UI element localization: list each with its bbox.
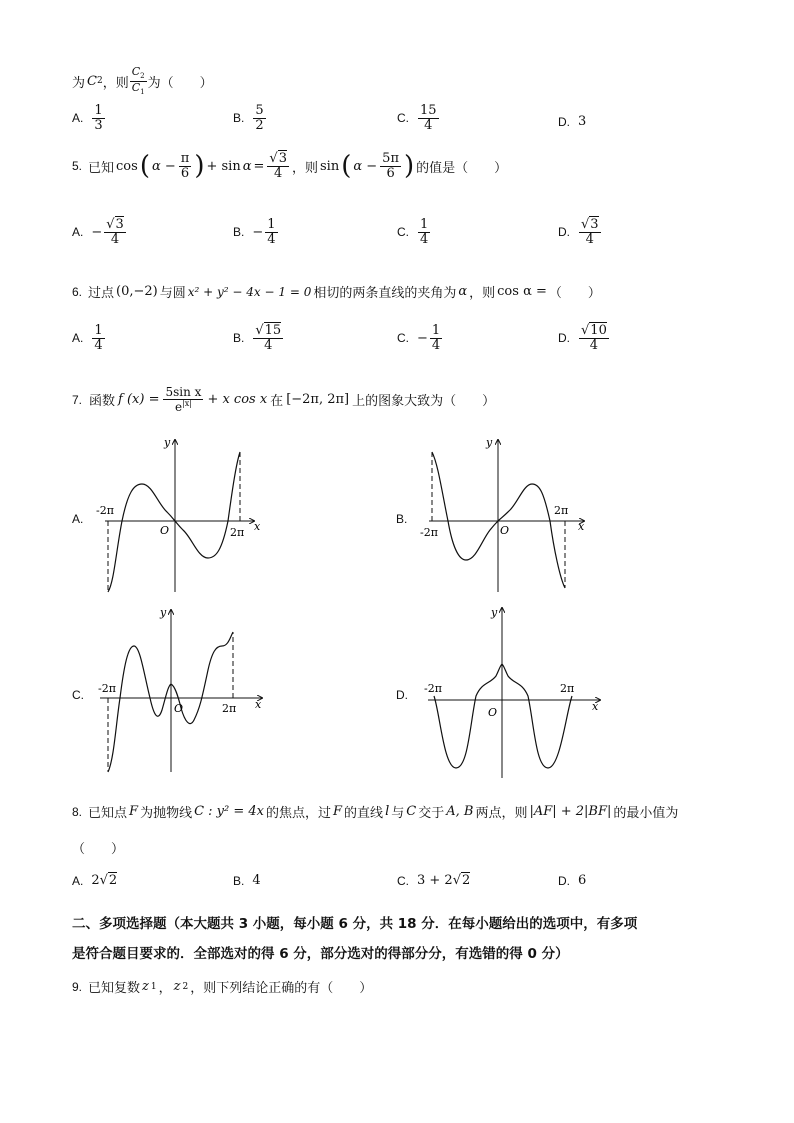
- section2-heading-line2: 是符合题目要求的．全部选对的得 6 分，部分选对的得部分分，有选错的得 0 分）: [72, 946, 569, 962]
- graph-b-origin: O: [500, 524, 510, 537]
- graph-b-x-label: x: [578, 520, 585, 533]
- q8-paren: （ ）: [72, 842, 125, 857]
- graph-c-neg-label: -2π: [98, 682, 116, 695]
- graph-d: [396, 604, 606, 780]
- q8-option-a[interactable]: A. 2√2: [72, 873, 118, 888]
- q5-option-a[interactable]: A. − $\frac{√3}{4}$: [72, 217, 124, 247]
- q8-option-d[interactable]: D. 6: [558, 873, 587, 888]
- graph-d-x-label: x: [592, 700, 599, 713]
- q8-option-b[interactable]: B. 4: [233, 873, 261, 888]
- q6-option-b[interactable]: B. $\frac{√15}{4}$: [233, 323, 282, 353]
- q5-stem: 5. 已知 cos ( α − $\frac{\pi}{6}$ ) + sin α = $\frac{√3}{4}$ ，则 sin ( α − $\frac{5\pi}{6}$ ) 的值是（ ）: [72, 151, 508, 182]
- graph-b-y-label: y: [486, 436, 493, 449]
- q7-option-c[interactable]: C. -2π 2π O x y: [72, 604, 272, 776]
- q7-option-d[interactable]: D. -2π 2π O x y: [396, 604, 606, 780]
- q7-stem: 7. 函数 f (x) = $\frac{\text{5sin x}}{e^{|x|}}$ + x cos x 在 [−2π, 2π] 上的图象大致为（ ）: [72, 385, 496, 414]
- graph-d-origin: O: [488, 706, 498, 719]
- graph-a-y-label: y: [164, 436, 171, 449]
- q6-stem: 6. 过点 (0,−2) 与圆 x² + y² − 4x − 1 = 0 相切的两条直线的夹角为 α ，则 cos α = （ ）: [72, 284, 601, 301]
- q5-option-c[interactable]: C. $\frac{1}{4}$: [397, 217, 429, 247]
- section2-heading-line1: 二、多项选择题（本大题共 3 小题，每小题 6 分，共 18 分．在每小题给出的选项中，有多项: [72, 916, 638, 932]
- q8-stem: 8. 已知点 F 为抛物线 C : y² = 4x 的焦点，过 F 的直线 l 与 C 交于 A, B 两点，则 |AF| + 2|BF| 的最小值为: [72, 804, 679, 821]
- graph-a-origin: O: [160, 524, 170, 537]
- graph-b-neg-label: -2π: [420, 526, 438, 539]
- graph-a-x-label: x: [254, 520, 261, 533]
- q4-option-c[interactable]: C. $\frac{15}{4}$: [397, 103, 437, 133]
- q4-stem: 为 C 2 ，则 $\frac{C_2}{C_1}$ 为（ ）: [72, 65, 213, 96]
- q9-stem: 9. 已知复数 z 1 ， z 2 ，则下列结论正确的有（ ）: [72, 979, 373, 996]
- graph-d-y-label: y: [491, 606, 498, 619]
- q8-option-c[interactable]: C. 3 + 2√2: [397, 873, 471, 888]
- graph-a-neg-label: -2π: [96, 504, 114, 517]
- q7-option-a[interactable]: A. -2π 2π O x y: [72, 432, 272, 600]
- graph-a-pos-label: 2π: [230, 526, 245, 539]
- q4-option-b[interactable]: B. $\frac{5}{2}$: [233, 103, 264, 133]
- q5-option-d[interactable]: D. $\frac{√3}{4}$: [558, 217, 599, 247]
- q6-option-a[interactable]: A. $\frac{1}{4}$: [72, 323, 103, 353]
- graph-c: [72, 604, 272, 776]
- graph-b-pos-label: 2π: [554, 504, 569, 517]
- graph-c-y-label: y: [160, 606, 167, 619]
- graph-c-origin: O: [174, 702, 184, 715]
- q4-ratio: $\frac{C_2}{C_1}$: [131, 65, 145, 96]
- q4-option-d[interactable]: D. 3: [558, 114, 587, 129]
- graph-c-pos-label: 2π: [222, 702, 237, 715]
- q7-option-b[interactable]: B. -2π 2π O x y: [396, 432, 596, 600]
- q5-option-b[interactable]: B. − $\frac{1}{4}$: [233, 217, 276, 247]
- graph-d-neg-label: -2π: [424, 682, 442, 695]
- q6-option-d[interactable]: D. $\frac{√10}{4}$: [558, 323, 607, 353]
- q6-option-c[interactable]: C. − $\frac{1}{4}$: [397, 323, 441, 353]
- graph-b: [396, 432, 596, 600]
- graph-d-pos-label: 2π: [560, 682, 575, 695]
- q4-option-a[interactable]: A. $\frac{1}{3}$: [72, 103, 103, 133]
- graph-c-x-label: x: [255, 698, 262, 711]
- graph-a: [72, 432, 272, 600]
